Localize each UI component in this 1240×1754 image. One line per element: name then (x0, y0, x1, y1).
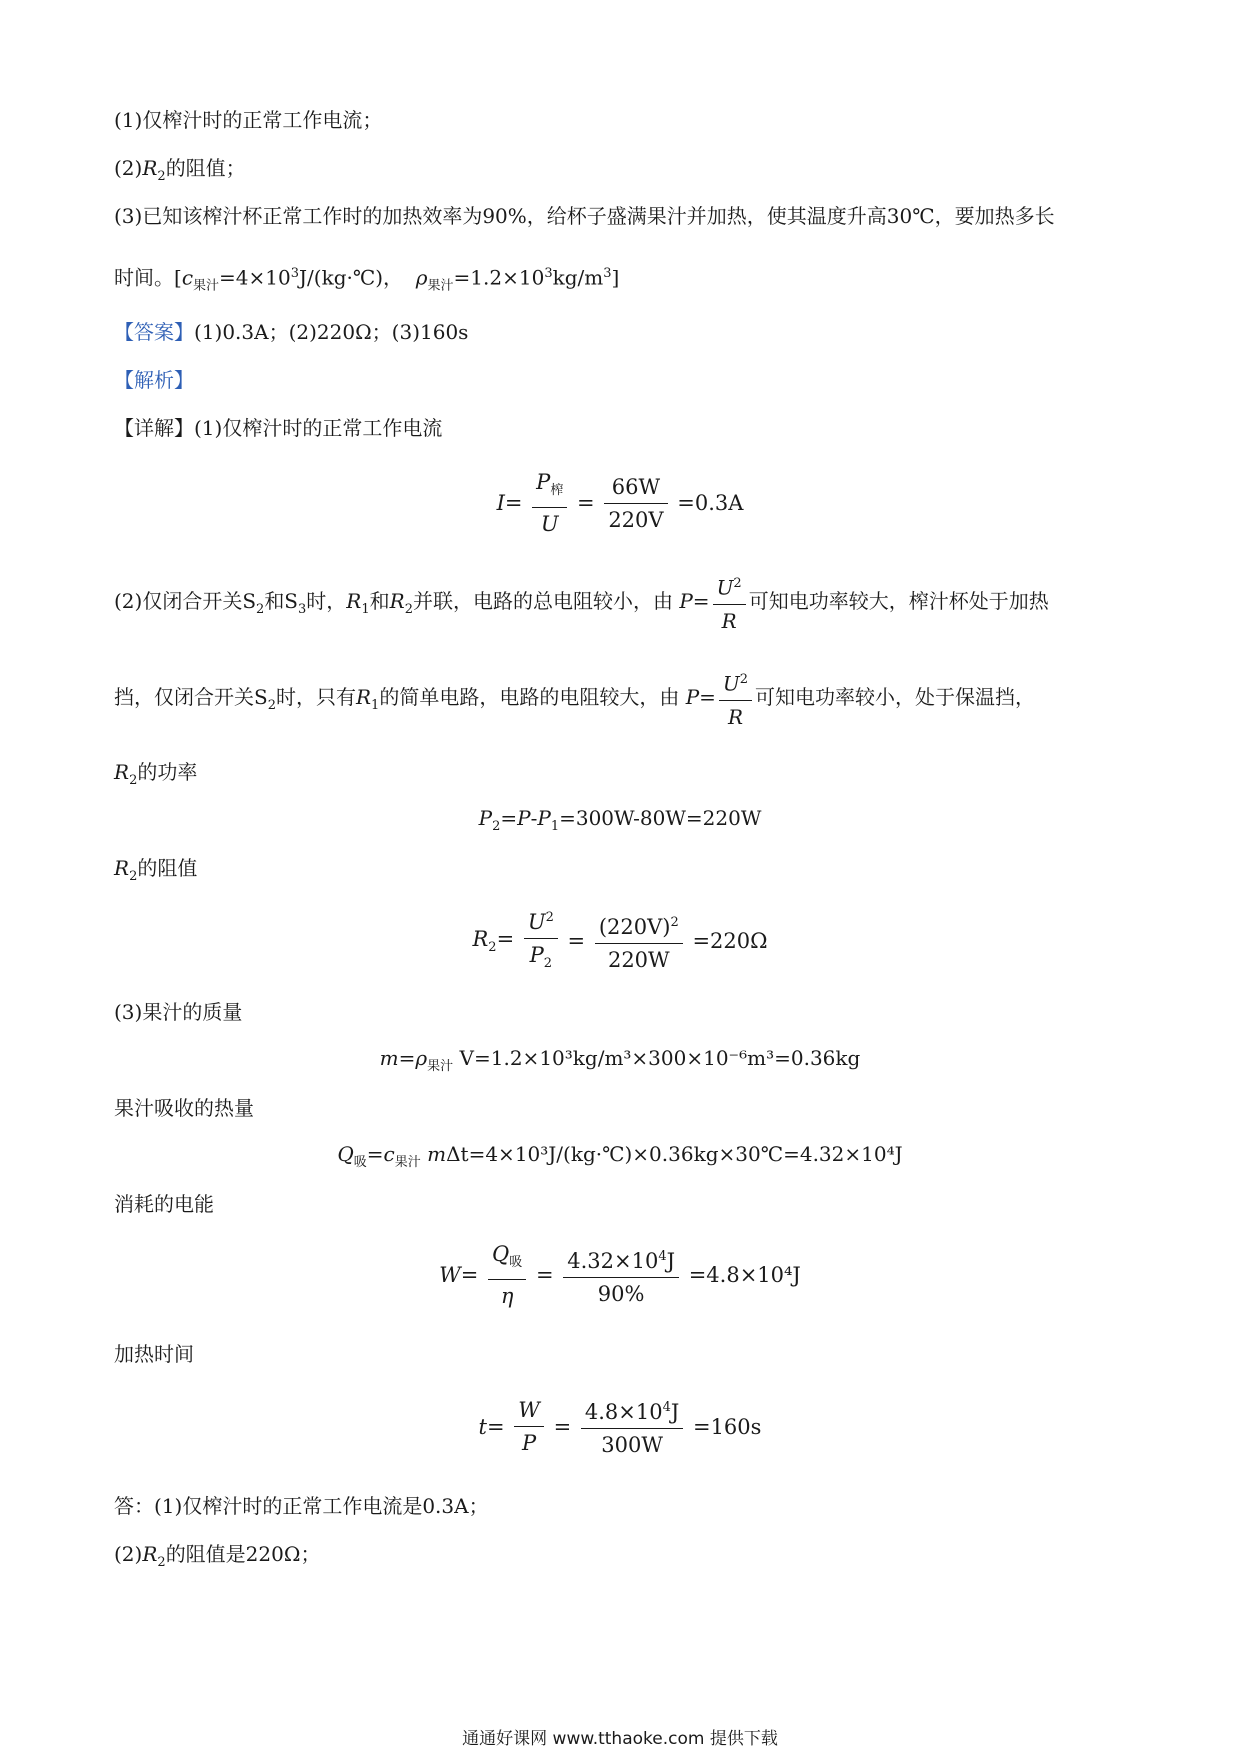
footer-watermark: 通通好课网 www.tthaoke.com 提供下载 (462, 1729, 778, 1749)
fraction: $\frac{U^2}{R}$ (713, 568, 746, 637)
fraction: $\frac{4.8\times 10^4J}{300W}$ (581, 1392, 683, 1461)
mass-label: (3)果汁的质量 (114, 1000, 243, 1024)
equation-energy: W= $\frac{Q_吸}{\eta}$ = $\frac{4.32\times 10^4J}{90\%}$ =4.8×10⁴J (0, 1238, 1240, 1312)
paragraph-2-line-2: 挡，仅闭合开关$S_2$时，只有$R_1$的简单电路，电路的电阻较大，由 P= $\frac{U^2}{R}$ 可知电功率较小，处于保温挡， (114, 664, 1035, 733)
equation-time: t= $\frac{W}{P}$ = $\frac{4.8\times 10^4J}{300W}$ =160s (0, 1392, 1240, 1461)
question-2: $(2)R_2$的阻值； (114, 156, 246, 184)
r2-power-label: $R_2$的功率 (114, 760, 198, 788)
fraction: $\frac{U^2}{P_2}$ (524, 902, 558, 980)
conclusion-2: $(2)R_2$的阻值是220Ω； (114, 1542, 321, 1570)
analysis-label: 【解析】 (114, 368, 194, 392)
fraction: $\frac{U^2}{R}$ (719, 664, 752, 733)
fraction: $\frac{66W}{220V}$ (604, 471, 667, 536)
answer-line (114, 318, 468, 346)
equation-heat: $Q_吸=c_{果汁}$ mΔt=4×10³J/(kg·℃)×0.36kg×30℃=4.32×10⁴J (337, 1142, 903, 1170)
conclusion-1: 答：(1)仅榨汁时的正常工作电流是0.3A； (114, 1494, 489, 1518)
question-3-line-1: (3)已知该榨汁杯正常工作时的加热效率为90%，给杯子盛满果汁并加热，使其温度升高30℃，要加热多长 (114, 204, 1055, 228)
answer-label: 【答案】 (114, 320, 194, 344)
r2-value-label: $R_2$的阻值 (114, 856, 198, 884)
detail-line: 【详解】(1)仅榨汁时的正常工作电流 (114, 416, 443, 440)
paragraph-2-line-1: (2)仅闭合开关$S_2$和$S_3$时，$R_1$和$R_2$并联，电路的总电阻较小，由 P= $\frac{U^2}{R}$ 可知电功率较大，榨汁杯处于加热 (114, 568, 1049, 637)
fraction: $\frac{4.32\times 10^4J}{90\%}$ (563, 1241, 679, 1310)
equation-mass: $m=\rho_{果汁}$ V=1.2×10³kg/m³×300×10⁻⁶m³=0.36kg (379, 1046, 861, 1074)
analysis-label-line (114, 366, 194, 394)
energy-label: 消耗的电能 (114, 1192, 214, 1216)
fraction: $\frac{Q_吸}{\eta}$ (488, 1238, 526, 1312)
time-label: 加热时间 (114, 1342, 194, 1366)
fraction: $\frac{P_榨}{U}$ (532, 466, 567, 540)
equation-current: I= $\frac{P_榨}{U}$ = $\frac{66W}{220V}$ =0.3A (0, 466, 1240, 540)
question-3-line-2: 时间。[$c_{果汁}=4\times 10^3J/(kg\cdot℃)$， $\rho_{果汁}=1.2\times 10^3kg/m^3$] (114, 265, 620, 294)
fraction: $\frac{W}{P}$ (514, 1394, 544, 1459)
equation-p2: $P_2=P-P_1=300W-80W=220W$ (478, 806, 762, 834)
answer-text: (1)0.3A；(2)220Ω；(3)160s (194, 320, 469, 344)
heat-label: 果汁吸收的热量 (114, 1096, 254, 1120)
equation-r2: $R_2=$ $\frac{U^2}{P_2}$ = $\frac{(220V)^2}{220W}$ =220Ω (0, 902, 1240, 980)
question-1: (1)仅榨汁时的正常工作电流； (114, 108, 383, 132)
fraction: $\frac{(220V)^2}{220W}$ (595, 907, 683, 976)
